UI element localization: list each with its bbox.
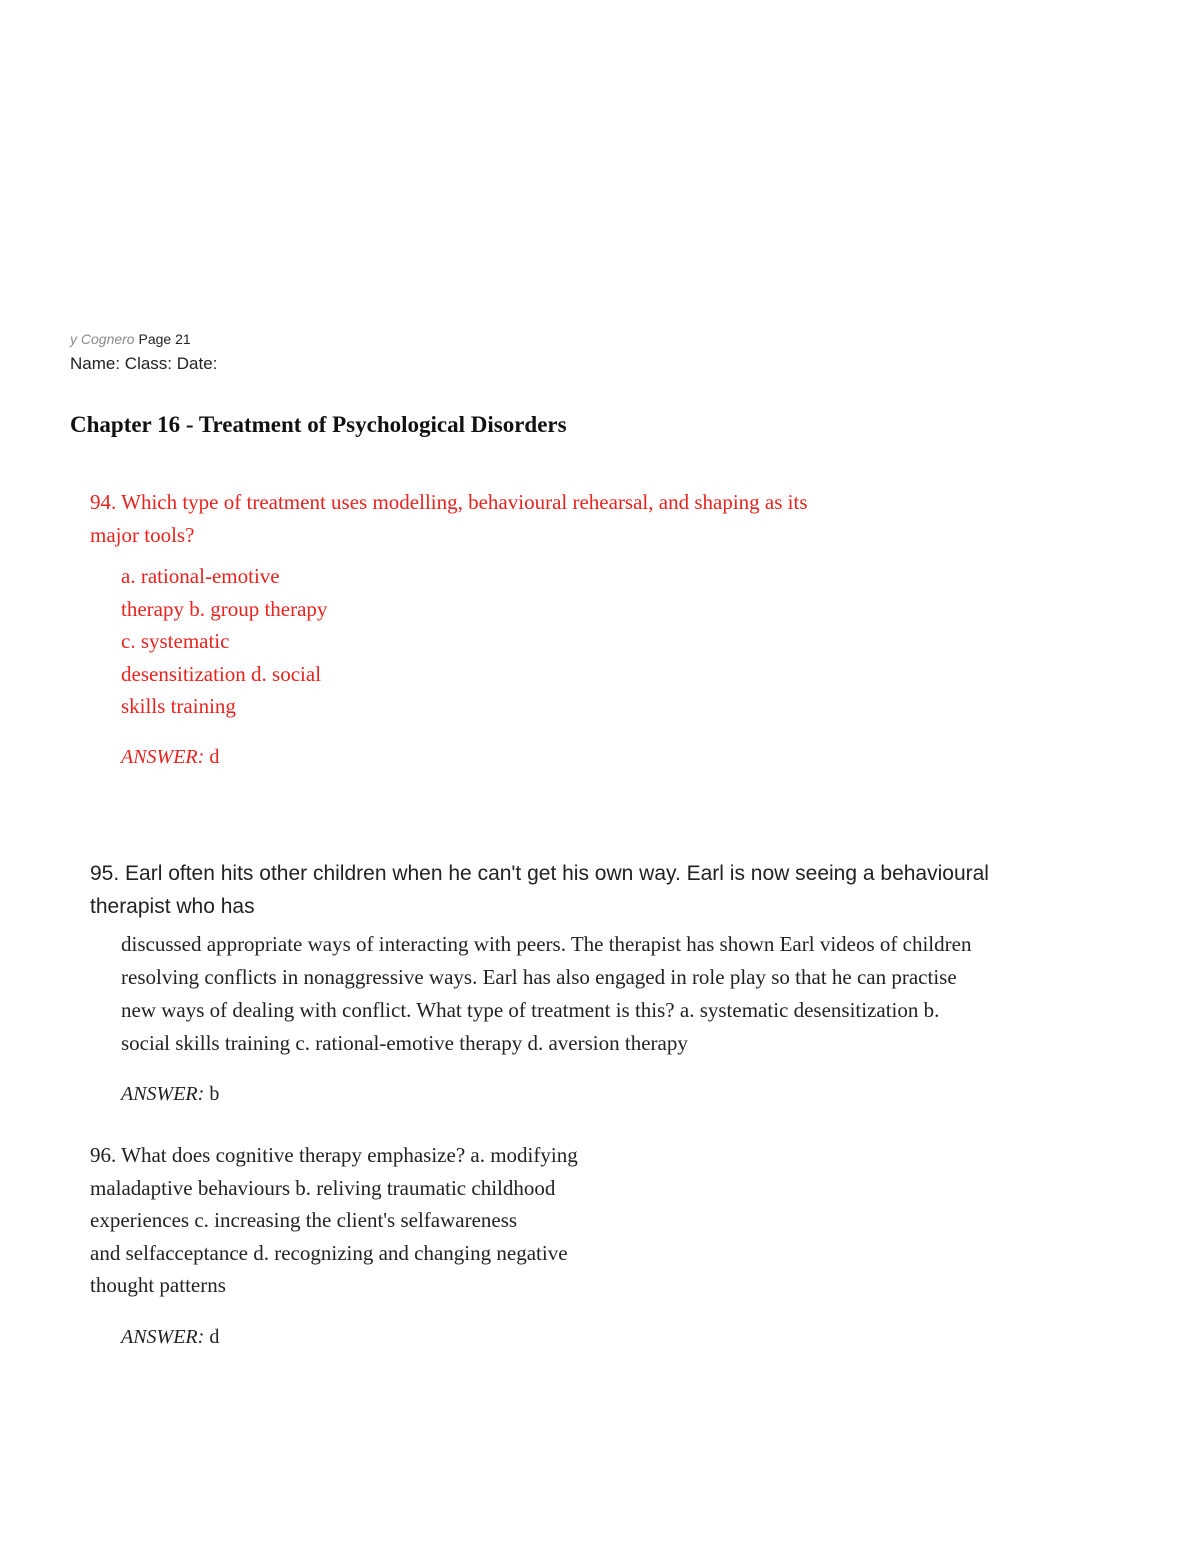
question-94-stem: [90, 486, 808, 552]
question-95-answer: [121, 1083, 219, 1106]
question-95-body-line: discussed appropriate ways of interacting with peers. The therapist has shown Earl videos of children: [121, 932, 972, 956]
question-94-option-line: desensitization d. social: [121, 661, 322, 686]
question-96-answer: [121, 1326, 219, 1349]
question-95-stem-line: 95. Earl often hits other children when he can't get his own way. Earl is now seeing a behavioural: [90, 862, 989, 885]
question-96-line: maladaptive behaviours b. reliving traumatic childhood: [90, 1175, 556, 1200]
footer-page-number: Page 21: [138, 331, 191, 347]
name-class-date-line: Name: Class: Date:: [70, 354, 218, 373]
question-94-stem-line: major tools?: [90, 523, 195, 547]
question-96-line: thought patterns: [90, 1273, 226, 1297]
answer-value: d: [209, 746, 220, 768]
question-94-option-line: skills training: [121, 694, 236, 718]
answer-label: ANSWER:: [121, 746, 205, 768]
question-94-options: [121, 560, 327, 723]
answer-value: d: [209, 1326, 220, 1348]
answer-label: ANSWER:: [121, 1083, 205, 1105]
question-95-body-line: resolving conflicts in nonaggressive ways. Earl has also engaged in role play so that he can practise: [121, 965, 957, 989]
answer-value: b: [209, 1083, 220, 1105]
question-94-option-line: c. systematic: [121, 629, 230, 653]
question-94-option-line: a. rational-emotive: [121, 564, 280, 588]
question-94-stem-line: 94. Which type of treatment uses modelling, behavioural rehearsal, and shaping as its: [90, 490, 808, 514]
question-94-answer: [121, 746, 219, 769]
question-96-line: 96. What does cognitive therapy emphasize? a. modifying: [90, 1143, 578, 1167]
question-95-stem-line: therapist who has: [90, 895, 255, 918]
question-95-body-line: new ways of dealing with conflict. What type of treatment is this? a. systematic desensitization b.: [121, 998, 940, 1022]
answer-label: ANSWER:: [121, 1326, 205, 1348]
question-95-stem: [90, 857, 989, 923]
footer-brand: y Cognero: [70, 331, 135, 347]
question-95-body-line: social skills training c. rational-emotive therapy d. aversion therapy: [121, 1031, 688, 1055]
question-95-body: [121, 928, 971, 1060]
question-96: [90, 1139, 578, 1302]
question-94-option-line: therapy b. group therapy: [121, 596, 328, 621]
question-96-line: experiences c. increasing the client's selfawareness: [90, 1208, 518, 1232]
page-footer: [70, 331, 191, 347]
question-96-line: and selfacceptance d. recognizing and changing negative: [90, 1240, 568, 1265]
chapter-title: Chapter 16 - Treatment of Psychological Disorders: [70, 412, 567, 437]
